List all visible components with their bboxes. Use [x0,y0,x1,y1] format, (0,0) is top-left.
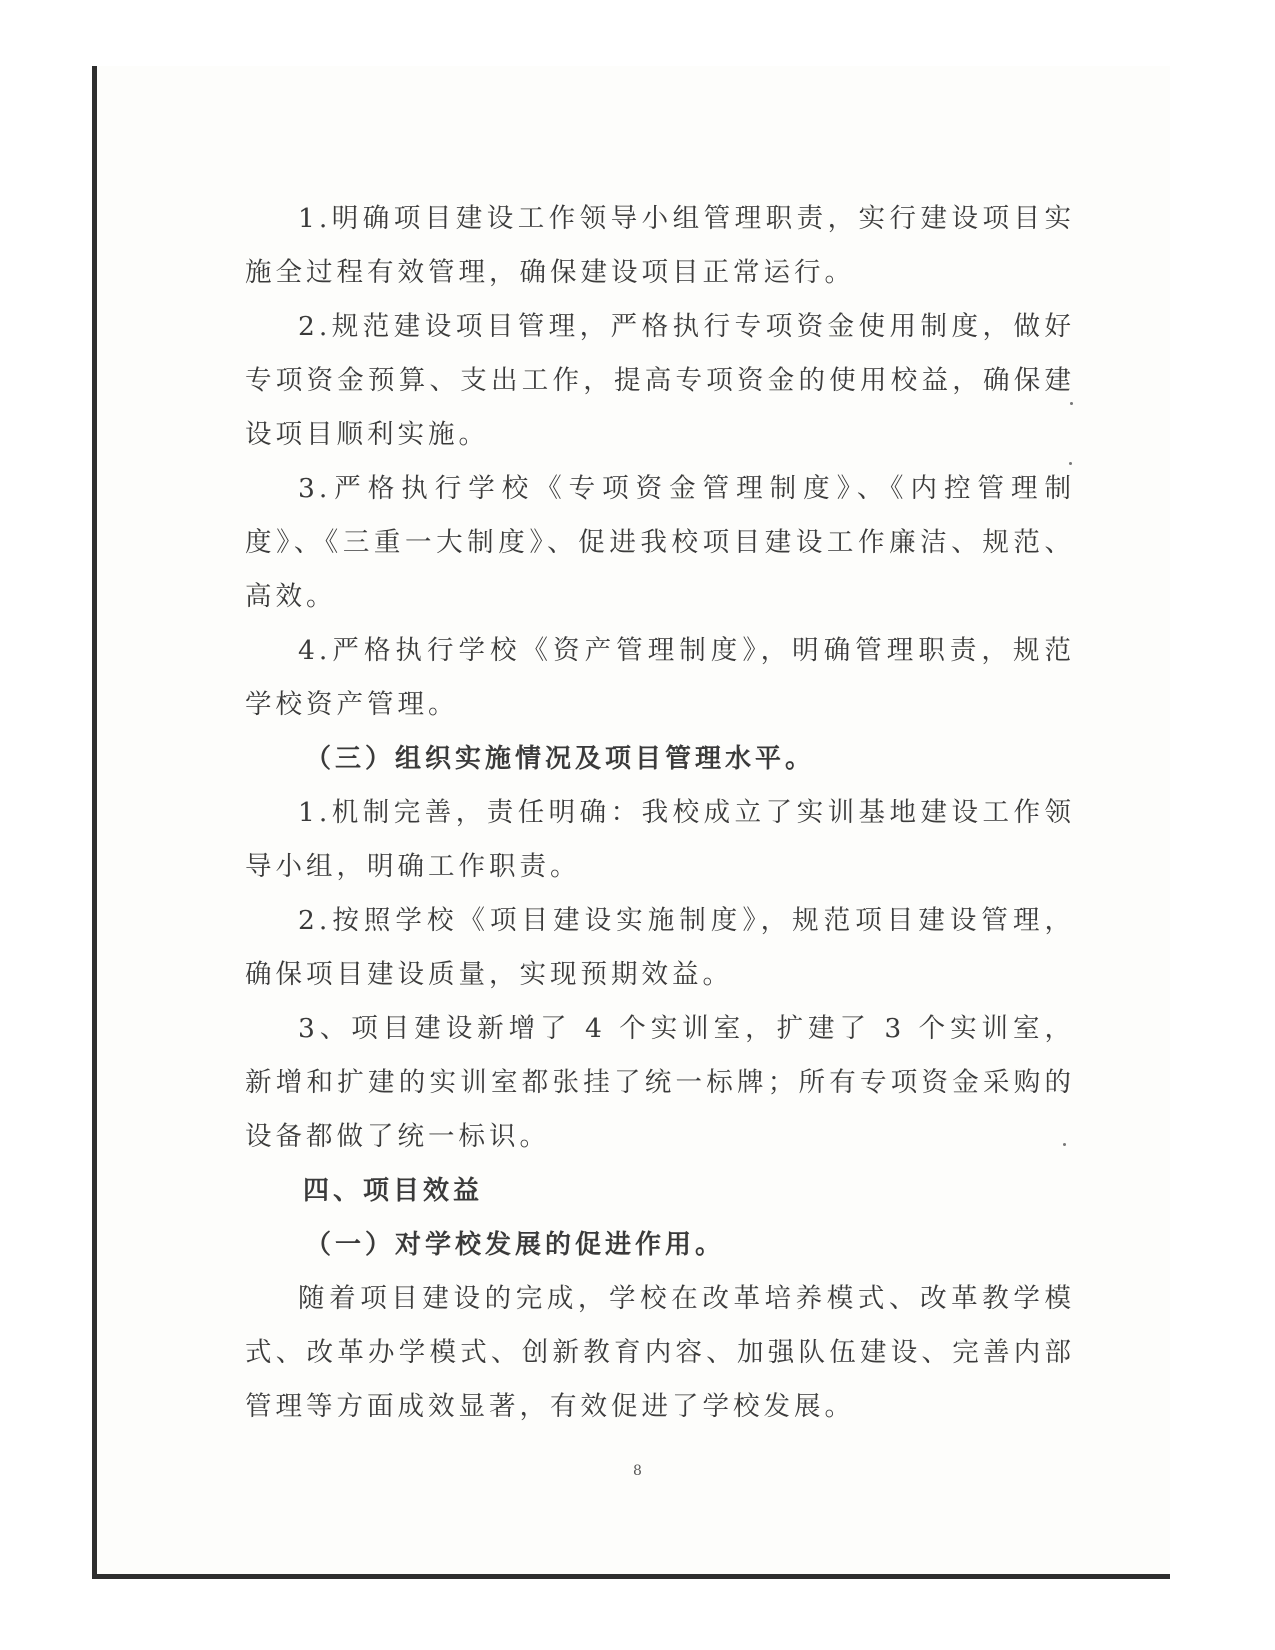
subheading-school-development: （一）对学校发展的促进作用。 [305,1230,726,1260]
heading-project-benefits: 四、项目效益 [303,1176,484,1206]
page-number: 8 [633,1463,642,1479]
paragraph-management-duties: 1.明确项目建设工作领导小组管理职责，实行建设项目实施全过程有效管理，确保建设项目正常运行。 [245,203,1075,288]
subheading-implementation: （三）组织实施情况及项目管理水平。 [305,744,816,774]
paragraph-asset-management: 4.严格执行学校《资产管理制度》，明确管理职责，规范学校资产管理。 [245,635,1075,720]
paragraph-project-management: 2.规范建设项目管理，严格执行专项资金使用制度，做好专项资金预算、支出工作，提高专项资金的使用校益，确保建设项目顺利实施。 [245,311,1075,450]
document-body [245,192,1075,1434]
paragraph-mechanism: 1.机制完善，责任明确：我校成立了实训基地建设工作领导小组，明确工作职责。 [245,797,1075,882]
paragraph-fund-regulations: 3.严格执行学校《专项资金管理制度》、《内控管理制度》、《三重一大制度》、促进我校项目建设工作廉洁、规范、高效。 [245,473,1075,612]
paragraph-development-results: 随着项目建设的完成，学校在改革培养模式、改革教学模式、改革办学模式、创新教育内容、加强队伍建设、完善内部管理等方面成效显著，有效促进了学校发展。 [245,1283,1075,1422]
paragraph-construction-system: 2.按照学校《项目建设实施制度》，规范项目建设管理，确保项目建设质量，实现预期效益。 [245,905,1075,990]
paragraph-training-rooms: 3、项目建设新增了 4 个实训室，扩建了 3 个实训室，新增和扩建的实训室都张挂了统一标牌；所有专项资金采购的设备都做了统一标识。 [245,1013,1075,1152]
